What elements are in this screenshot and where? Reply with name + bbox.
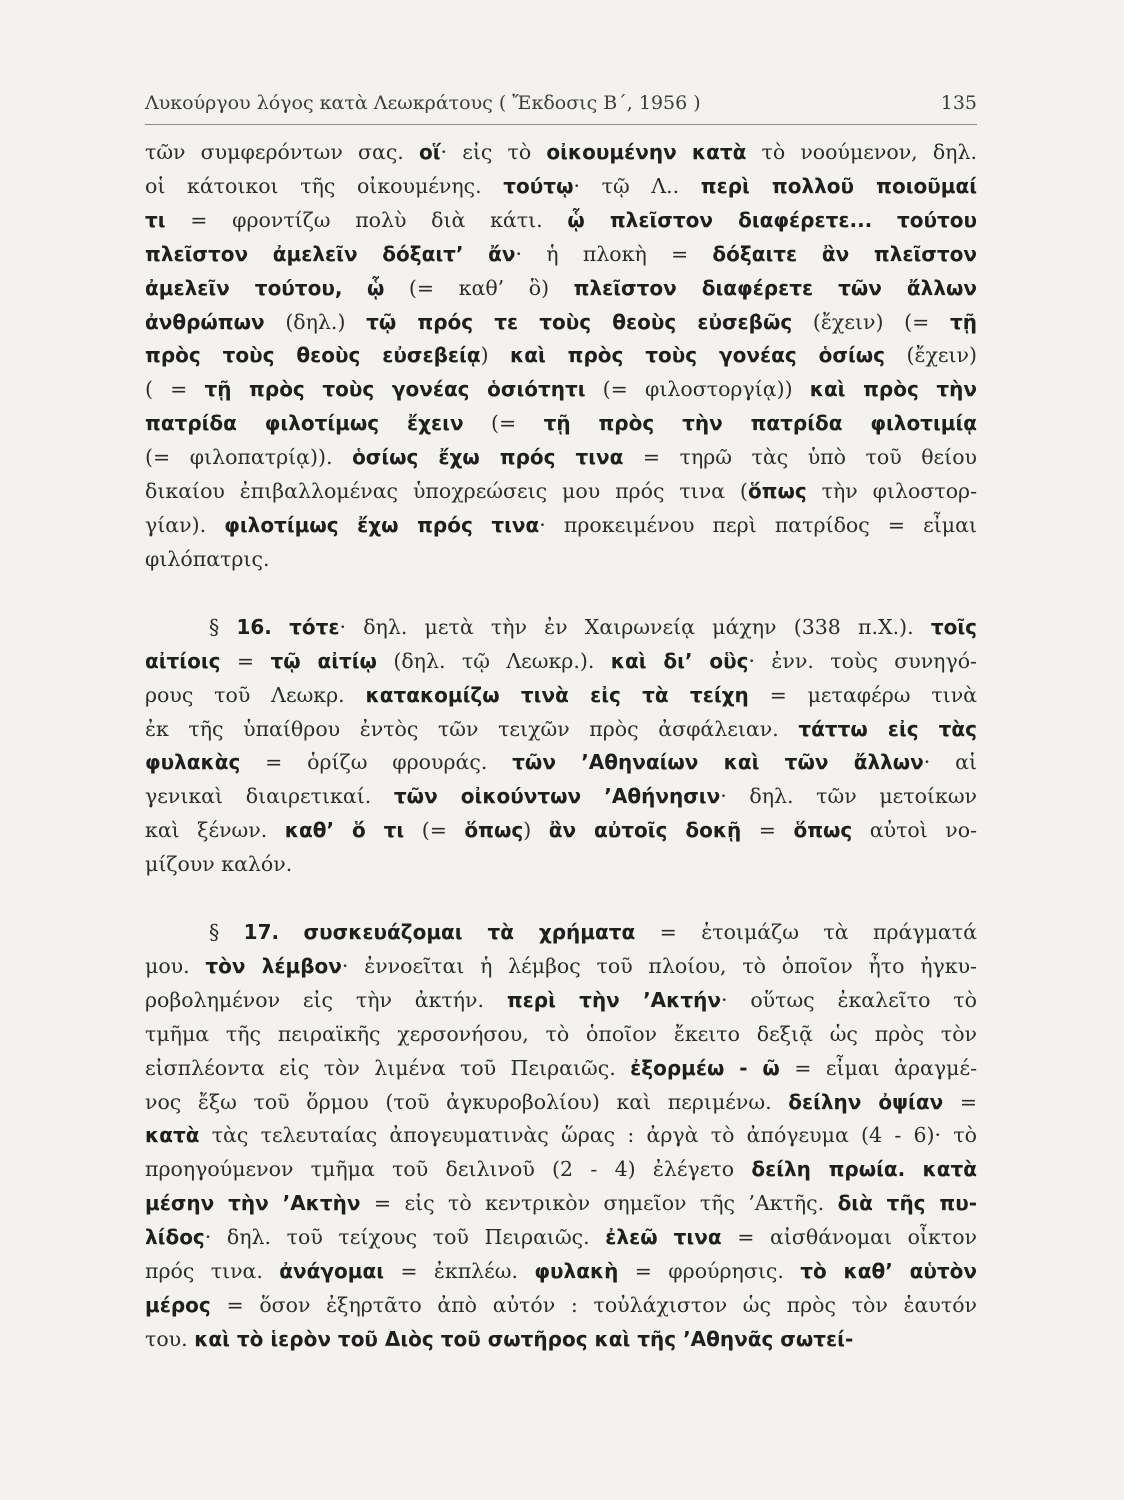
- text-line: μέρος = ὅσον ἐξηρτᾶτο ἀπὸ αὐτόν : τοὐλάχιστον ὡς πρὸς τὸν ἑαυτόν: [145, 1293, 977, 1317]
- text-line: μου. τὸν λέμβον· ἐννοεῖται ἡ λέμβος τοῦ πλοίου, τὸ ὁποῖον ἦτο ἠγκυ-: [145, 953, 977, 978]
- text-line: φιλόπατρις.: [145, 546, 270, 571]
- paragraph-section-16: [145, 611, 977, 882]
- text-line: § 16. τότε· δηλ. μετὰ τὴν ἐν Χαιρωνείᾳ μάχην (338 π.Χ.). τοῖς: [209, 614, 977, 639]
- text-line: οἱ κάτοικοι τῆς οἰκουμένης. τούτῳ· τῷ Λ.. περὶ πολλοῦ ποιοῦμαί: [145, 173, 977, 198]
- paragraph-commentary-continuation: [145, 136, 977, 577]
- text-line: του. καὶ τὸ ἱερὸν τοῦ Διὸς τοῦ σωτῆρος καὶ τῆς ’Αθηνᾶς σωτεί-: [145, 1326, 854, 1351]
- text-line: εἰσπλέοντα εἰς τὸν λιμένα τοῦ Πειραιῶς. ἐξορμέω - ῶ = εἶμαι ἀραγμέ-: [145, 1055, 977, 1080]
- page-number: 135: [940, 92, 977, 114]
- text-line: καὶ ξένων. καθ’ ὅ τι (= ὅπως) ἂν αὐτοῖς δοκῇ = ὅπως αὐτοὶ νο-: [145, 818, 977, 843]
- text-line: τμῆμα τῆς πειραϊκῆς χερσονήσου, τὸ ὁποῖον ἔκειτο δεξιᾷ ὡς πρὸς τὸν: [145, 1021, 977, 1046]
- text-line: φυλακὰς = ὁρίζω φρουράς. τῶν ’Αθηναίων καὶ τῶν ἄλλων· αἱ: [145, 750, 977, 775]
- text-line: ἐκ τῆς ὑπαίθρου ἐντὸς τῶν τειχῶν πρὸς ἀσφάλειαν. τάττω εἰς τὰς: [145, 716, 977, 741]
- text-line: ἀνθρώπων (δηλ.) τῷ πρός τε τοὺς θεοὺς εὐσεβῶς (ἔχειν) (= τῇ: [145, 309, 977, 334]
- text-line: λίδος· δηλ. τοῦ τείχους τοῦ Πειραιῶς. ἐλεῶ τινα = αἰσθάνομαι οἶκτον: [145, 1225, 977, 1250]
- text-line: δικαίου ἐπιβαλλομένας ὑποχρεώσεις μου πρός τινα (ὅπως τὴν φιλοστορ-: [145, 479, 977, 504]
- text-line: ροβολημένον εἰς τὴν ἀκτήν. περὶ τὴν ’Ακτήν· οὕτως ἐκαλεῖτο τὸ: [145, 987, 977, 1012]
- text-line: μέσην τὴν ’Ακτὴν = εἰς τὸ κεντρικὸν σημεῖον τῆς ’Ακτῆς. διὰ τῆς πυ-: [145, 1191, 977, 1216]
- header-rule: [145, 124, 977, 125]
- text-line: κατὰ τὰς τελευταίας ἀπογευματινὰς ὥρας : ἀργὰ τὸ ἀπόγευμα (4 - 6)· τὸ: [145, 1123, 977, 1148]
- text-line: ἀμελεῖν τούτου, ᾧ (= καθ’ ὃ) πλεῖστον διαφέρετε τῶν ἄλλων: [145, 275, 977, 300]
- text-line: πρός τινα. ἀνάγομαι = ἐκπλέω. φυλακὴ = φρούρησις. τὸ καθ’ αὑτὸν: [145, 1259, 977, 1284]
- paragraph-gap: [145, 882, 977, 916]
- text-line: νος ἔξω τοῦ ὅρμου (τοῦ ἀγκυροβολίου) καὶ περιμένω. δείλην ὀψίαν =: [145, 1089, 977, 1114]
- text-line: τῶν συμφερόντων σας. οἵ· εἰς τὸ οἰκουμένην κατὰ τὸ νοούμενον, δηλ.: [145, 140, 977, 164]
- text-line: γίαν). φιλοτίμως ἔχω πρός τινα· προκειμένου περὶ πατρίδος = εἶμαι: [145, 512, 977, 537]
- text-line: προηγούμενον τμῆμα τοῦ δειλινοῦ (2 - 4) ἐλέγετο δείλη πρωία. κατὰ: [145, 1157, 977, 1182]
- text-line: (= φιλοπατρίᾳ)). ὁσίως ἔχω πρός τινα = τηρῶ τὰς ὑπὸ τοῦ θείου: [145, 445, 977, 470]
- running-title: Λυκούργου λόγος κατὰ Λεωκράτους ( Ἔκδοσις Β΄, 1956 ): [145, 92, 701, 114]
- paragraph-section-17: [145, 916, 977, 1357]
- text-line: πρὸς τοὺς θεοὺς εὐσεβείᾳ) καὶ πρὸς τοὺς γονέας ὁσίως (ἔχειν): [145, 343, 977, 368]
- text-line: πατρίδα φιλοτίμως ἔχειν (= τῇ πρὸς τὴν πατρίδα φιλοτιμίᾳ: [145, 411, 977, 436]
- text-line: πλεῖστον ἀμελεῖν δόξαιτ’ ἄν· ἡ πλοκὴ = δόξαιτε ἂν πλεῖστον: [145, 241, 977, 266]
- commentary-body: [145, 136, 977, 1357]
- text-line: τι = φροντίζω πολὺ διὰ κάτι. ᾧ πλεῖστον διαφέρετε... τούτου: [145, 207, 977, 232]
- text-line: § 17. συσκευάζομαι τὰ χρήματα = ἑτοιμάζω τὰ πράγματά: [209, 920, 977, 945]
- text-line: ( = τῇ πρὸς τοὺς γονέας ὁσιότητι (= φιλοστοργίᾳ)) καὶ πρὸς τὴν: [145, 377, 977, 402]
- text-line: ρους τοῦ Λεωκρ. κατακομίζω τινὰ εἰς τὰ τείχη = μεταφέρω τινὰ: [145, 682, 977, 707]
- text-line: γενικαὶ διαιρετικαί. τῶν οἰκούντων ’Αθήνησιν· δηλ. τῶν μετοίκων: [145, 784, 977, 809]
- text-line: μίζουν καλόν.: [145, 852, 293, 877]
- paragraph-gap: [145, 577, 977, 611]
- text-line: αἰτίοις = τῷ αἰτίῳ (δηλ. τῷ Λεωκρ.). καὶ δι’ οὓς· ἐνν. τοὺς συνηγό-: [145, 648, 977, 673]
